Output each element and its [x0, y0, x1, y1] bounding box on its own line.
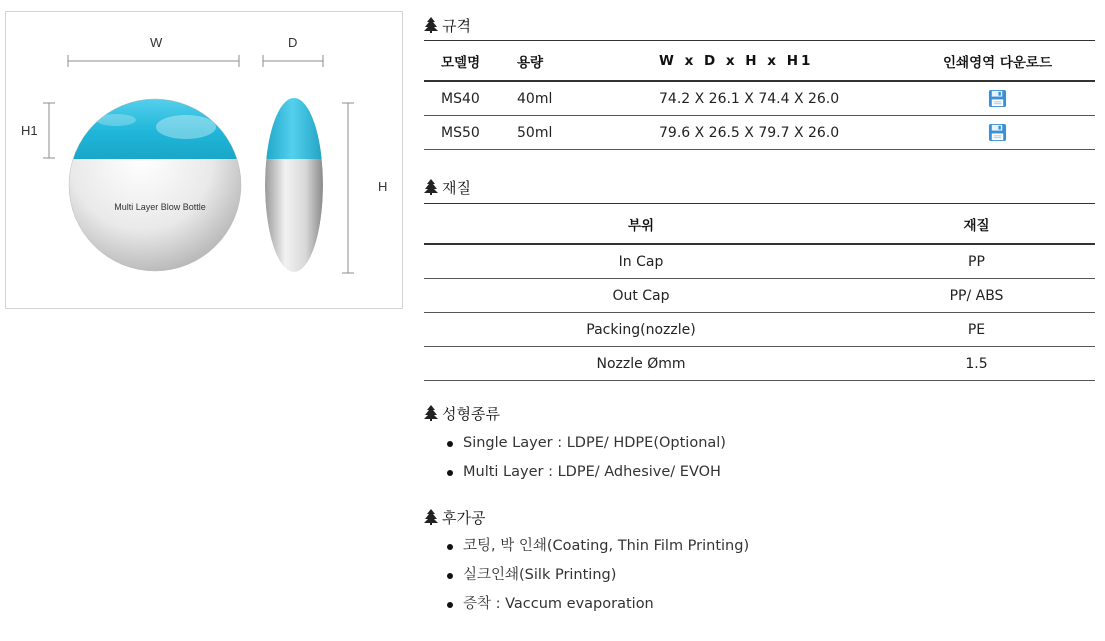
- product-image-panel: [5, 11, 403, 309]
- tree-icon: [424, 405, 438, 421]
- post-processing-list: [444, 532, 749, 619]
- molding-list: [444, 429, 726, 487]
- material-cell: PE: [967, 321, 986, 338]
- download-cell: [900, 116, 1095, 150]
- header-material: 재질: [963, 217, 990, 234]
- part-cell: Out Cap: [612, 287, 670, 304]
- download-cell: [900, 81, 1095, 116]
- spec-section-title: [424, 14, 471, 36]
- h1-label: H1: [21, 123, 38, 138]
- spec-title-text: 규격: [442, 16, 471, 35]
- header-dimensions: W x D x H x H1: [659, 52, 814, 69]
- model-cell: MS50: [441, 124, 480, 141]
- molding-title-text: 성형종류: [442, 404, 500, 423]
- list-item: Single Layer : LDPE/ HDPE(Optional): [444, 429, 726, 458]
- molding-section-title: [424, 402, 500, 424]
- width-label: W: [150, 35, 163, 50]
- post-processing-title-text: 후가공: [442, 508, 486, 527]
- table-row: [424, 81, 1095, 116]
- floppy-disk-icon[interactable]: [988, 89, 1007, 108]
- floppy-disk-icon[interactable]: [988, 123, 1007, 142]
- material-title-text: 재질: [442, 178, 471, 197]
- part-cell: Nozzle Ømm: [596, 355, 686, 372]
- part-cell: Packing(nozzle): [586, 321, 696, 338]
- material-cell: PP/ ABS: [949, 287, 1004, 304]
- tree-icon: [424, 179, 438, 195]
- list-item: 증착 : Vaccum evaporation: [444, 590, 749, 619]
- bottle-label-text: Multi Layer Blow Bottle: [114, 202, 206, 212]
- bottle-front: [66, 92, 246, 271]
- header-download: 인쇄영역 다운로드: [942, 54, 1053, 71]
- capacity-cell: 50ml: [517, 124, 553, 141]
- part-cell: In Cap: [618, 253, 664, 270]
- material-table: [424, 203, 1095, 381]
- height-label: H: [378, 179, 388, 194]
- spec-table-header: [424, 41, 1095, 82]
- material-cell: PP: [968, 253, 985, 270]
- spec-table: [424, 40, 1095, 150]
- header-capacity: 용량: [517, 54, 544, 71]
- header-part: 부위: [627, 217, 655, 234]
- depth-label: D: [288, 35, 298, 50]
- post-processing-section-title: [424, 506, 485, 528]
- table-row: [424, 313, 1095, 347]
- material-table-header: [424, 204, 1095, 245]
- table-row: [424, 347, 1095, 381]
- list-item: 실크인쇄(Silk Printing): [444, 561, 749, 590]
- table-row: [424, 116, 1095, 150]
- dimensions-cell: 79.6 X 26.5 X 79.7 X 26.0: [659, 124, 840, 141]
- bottle-illustration: [6, 12, 404, 310]
- list-item: 코팅, 박 인쇄(Coating, Thin Film Printing): [444, 532, 749, 561]
- tree-icon: [424, 17, 438, 33]
- list-item: Multi Layer : LDPE/ Adhesive/ EVOH: [444, 458, 726, 487]
- dimensions-cell: 74.2 X 26.1 X 74.4 X 26.0: [659, 90, 840, 107]
- capacity-cell: 40ml: [517, 90, 553, 107]
- header-model: 모델명: [441, 54, 481, 71]
- material-section-title: [424, 176, 471, 198]
- bottle-side: [261, 92, 331, 272]
- tree-icon: [424, 509, 438, 525]
- material-cell: 1.5: [965, 355, 988, 372]
- table-row: [424, 279, 1095, 313]
- table-row: [424, 244, 1095, 279]
- model-cell: MS40: [441, 90, 480, 107]
